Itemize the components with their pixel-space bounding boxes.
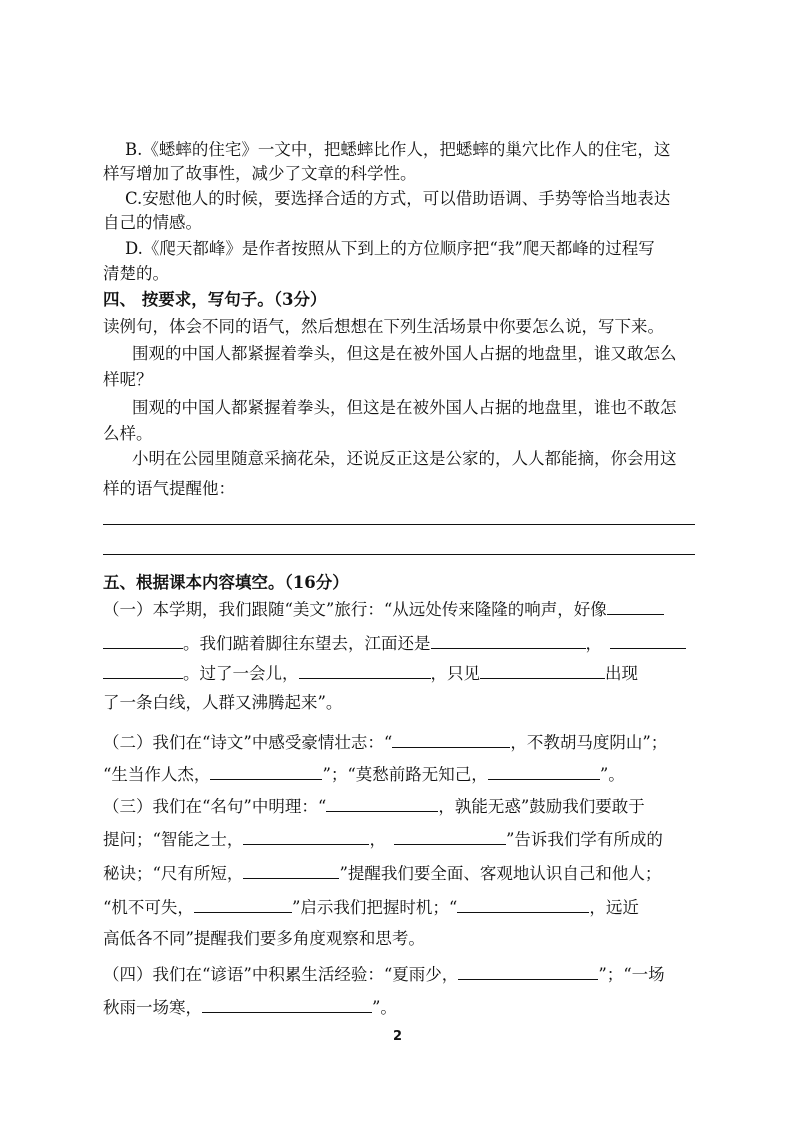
part4-line1-text-a: （四）我们在“谚语”中积累生活经验：“夏雨少，: [103, 965, 459, 984]
part2-line1-text-b: ，不教胡马度阴山”；: [510, 733, 668, 752]
option-c-line2: 自己的情感。: [103, 213, 202, 232]
option-d-line1: D.《爬天都峰》是作者按照从下到上的方位顺序把“我”爬天都峰的过程写: [125, 239, 655, 258]
part3-line5: 高低各不同”提醒我们要多角度观察和思考。: [103, 929, 425, 948]
part1-line4: 了一条白线，人群又沸腾起来”。: [103, 693, 343, 712]
example2-line1: 围观的中国人都紧握着拳头，但这是在被外国人占据的地盘里，谁也不敢怎: [132, 398, 677, 417]
blank-14[interactable]: [243, 862, 339, 879]
scenario-line1: 小明在公园里随意采摘花朵，还说反正这是公家的，人人都能摘，你会用这: [132, 449, 677, 468]
part3-line2-text-c: ”告诉我们学有所成的: [505, 830, 663, 849]
part3-line4-text-a: “机不可失，: [103, 898, 194, 917]
blank-7[interactable]: [480, 662, 605, 679]
part1-line1-text: （一）本学期，我们跟随“美文”旅行：“从远处传来隆隆的响声，好像: [103, 600, 607, 619]
example2-line2: 么样。: [103, 424, 153, 443]
part3-line3-text-b: ”提醒我们要全面、客观地认识自己和他人；: [339, 864, 662, 883]
part4-line2-text-b: ”。: [372, 998, 397, 1017]
blank-11[interactable]: [326, 795, 438, 812]
section4-instruction: 读例句，体会不同的语气，然后想想在下列生活场景中你要怎么说，写下来。: [103, 317, 664, 336]
part3-line2-text-b: ，: [369, 830, 386, 849]
part3-line3: [103, 862, 661, 885]
blank-2[interactable]: [103, 632, 183, 649]
blank-9[interactable]: [210, 763, 322, 780]
part4-line1-text-b: ”；“一场: [598, 965, 665, 984]
option-b-line2: 样写增加了故事性，减少了文章的科学性。: [103, 164, 417, 183]
part2-line2: [103, 763, 625, 786]
blank-5[interactable]: [103, 662, 183, 679]
section4-heading: 四、 按要求，写句子。（3分）: [103, 290, 327, 309]
part3-line4: [103, 896, 639, 919]
part3-line1-text-b: ，孰能无惑”鼓励我们要敢于: [438, 797, 645, 816]
part3-line4-text-c: ，远近: [589, 898, 639, 917]
part1-line3-text-c: 出现: [605, 664, 638, 683]
blank-1[interactable]: [607, 598, 664, 615]
section5-heading: 五、根据课本内容填空。（16分）: [103, 573, 349, 592]
blank-6[interactable]: [299, 662, 431, 679]
part1-line2-text: 。我们踮着脚往东望去，江面还是: [183, 634, 431, 653]
option-d-line2: 清楚的。: [103, 264, 169, 283]
blank-17[interactable]: [458, 963, 598, 980]
part1-line1: [103, 598, 664, 621]
option-c-line1: C.安慰他人的时候，要选择合适的方式，可以借助语调、手势等恰当地表达: [125, 189, 671, 208]
part3-line2-text-a: 提问；“智能之士，: [103, 830, 244, 849]
example1-line2: 样呢？: [103, 370, 153, 389]
part1-line2: [103, 632, 686, 655]
blank-16[interactable]: [457, 896, 589, 913]
part4-line1: [103, 963, 665, 986]
blank-12[interactable]: [243, 828, 369, 845]
blank-4[interactable]: [610, 632, 686, 649]
part3-line1-text-a: （三）我们在“名句”中明理：“: [103, 797, 327, 816]
part2-line1-text-a: （二）我们在“诗文”中感受豪情壮志：“: [103, 733, 393, 752]
blank-18[interactable]: [202, 996, 372, 1013]
part2-line1: [103, 731, 667, 754]
part3-line2: [103, 828, 663, 851]
answer-line-2[interactable]: [103, 554, 695, 555]
part1-line3: [103, 662, 638, 685]
page-number: 2: [393, 1029, 403, 1044]
part3-line3-text-a: 秘诀；“尺有所短，: [103, 864, 244, 883]
blank-8[interactable]: [392, 731, 510, 748]
example1-line1: 围观的中国人都紧握着拳头，但这是在被外国人占据的地盘里，谁又敢怎么: [132, 344, 677, 363]
part4-line2-text-a: 秋雨一场寒，: [103, 998, 202, 1017]
part1-line2-comma: ，: [585, 634, 602, 653]
part4-line2: [103, 996, 397, 1019]
answer-line-1[interactable]: [103, 524, 695, 525]
part3-line1: [103, 795, 645, 818]
blank-13[interactable]: [394, 828, 506, 845]
part3-line4-text-b: ”启示我们把握时机；“: [291, 898, 458, 917]
blank-10[interactable]: [488, 763, 600, 780]
option-b-line1: B.《蟋蟀的住宅》一文中，把蟋蟀比作人，把蟋蟀的巢穴比作人的住宅，这: [125, 140, 671, 159]
blank-3[interactable]: [431, 632, 586, 649]
part2-line2-text-b: ”；“莫愁前路无知己，: [322, 765, 488, 784]
blank-15[interactable]: [194, 896, 292, 913]
scenario-line2: 样的语气提醒他：: [103, 479, 235, 498]
part1-line3-text-b: ，只见: [430, 664, 480, 683]
part1-line3-text-a: 。过了一会儿，: [183, 664, 299, 683]
part2-line2-text-a: “生当作人杰，: [103, 765, 211, 784]
part2-line2-text-c: ”。: [599, 765, 625, 784]
